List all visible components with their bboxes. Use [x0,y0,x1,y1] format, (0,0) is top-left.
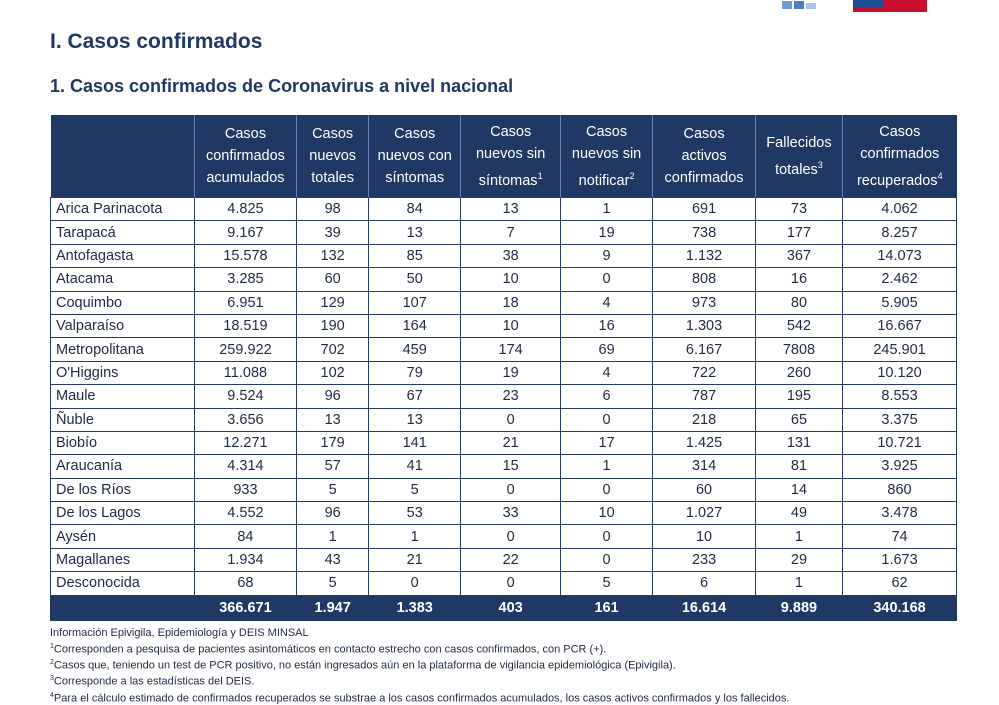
ministry-logo-icon [778,0,820,12]
table-cell: 5 [369,478,461,501]
table-cell: 6 [653,572,756,595]
table-row [51,572,957,595]
footnote [50,692,789,705]
table-cell: 2.462 [843,268,957,291]
column-header-line: Fallecidos [766,134,832,151]
table-cell: 1 [369,525,461,548]
table-cell: 85 [369,244,461,267]
table-cell: 16 [560,314,652,337]
table-cell: 98 [297,198,369,221]
footnote [50,675,254,688]
table-cell: 21 [369,548,461,571]
region-name: Atacama [51,268,195,291]
table-cell: 233 [653,548,756,571]
column-header [461,115,561,198]
table-cell: 81 [755,455,842,478]
table-cell: 787 [653,385,756,408]
table-cell: 14.073 [843,244,957,267]
table-cell: 62 [843,572,957,595]
total-cell: 340.168 [843,595,957,620]
region-name: Maule [51,385,195,408]
table-cell: 10 [461,314,561,337]
table-cell: 702 [297,338,369,361]
table-cell: 0 [560,548,652,571]
table-cell: 4.825 [194,198,297,221]
table-cell: 16.667 [843,314,957,337]
table-cell: 18 [461,291,561,314]
table-cell: 259.922 [194,338,297,361]
table-cell: 74 [843,525,957,548]
table-row [51,525,957,548]
column-header-line: síntomas [385,170,445,186]
table-row [51,431,957,454]
table-cell: 6 [560,385,652,408]
table-cell: 1.303 [653,314,756,337]
table-cell: 132 [297,244,369,267]
table-cell: 218 [653,408,756,431]
column-header [297,115,369,198]
table-cell: 53 [369,502,461,525]
table-cell: 190 [297,314,369,337]
table-cell: 1 [560,455,652,478]
table-cell: 9.167 [194,221,297,244]
table-cell: 73 [755,198,842,221]
subsection-title: 1. Casos confirmados de Coronavirus a nivel nacional [50,76,514,96]
table-cell: 9 [560,244,652,267]
table-cell: 174 [461,338,561,361]
table-cell: 80 [755,291,842,314]
column-header-line: confirmados [205,148,285,164]
column-header-line: totales [775,161,818,178]
table-cell: 23 [461,385,561,408]
column-header [560,115,652,198]
table-cell: 0 [461,478,561,501]
government-logo-icon [853,0,927,12]
region-name: Tarapacá [51,221,195,244]
table-cell: 57 [297,455,369,478]
column-header-line: confirmados [664,170,744,186]
region-name: Metropolitana [51,338,195,361]
table-cell: 10.721 [843,431,957,454]
table-cell: 14 [755,478,842,501]
table-cell: 39 [297,221,369,244]
footnote [50,643,606,656]
column-header [194,115,297,198]
table-cell: 13 [369,221,461,244]
table-cell: 19 [461,361,561,384]
footnote-text: Corresponde a las estadísticas del DEIS. [53,675,255,688]
table-cell: 1.425 [653,431,756,454]
table-cell: 4 [560,291,652,314]
table-cell: 6.951 [194,291,297,314]
table-row [51,361,957,384]
column-header-line: Casos [224,126,266,142]
footnote-text: Corresponden a pesquisa de pacientes asintomáticos en contacto estrecho con casos confirmados, con PCR (+). [53,643,607,656]
table-cell: 5 [560,572,652,595]
table-cell: 8.257 [843,221,957,244]
table-cell: 933 [194,478,297,501]
table-cell: 11.088 [194,361,297,384]
region-name: Coquimbo [51,291,195,314]
footnote-number: 3 [50,675,54,682]
table-cell: 0 [369,572,461,595]
table-cell: 13 [369,408,461,431]
table-cell: 0 [560,268,652,291]
table-cell: 0 [461,408,561,431]
table-cell: 10 [461,268,561,291]
table-cell: 0 [560,525,652,548]
table-cell: 1 [560,198,652,221]
table-cell: 84 [369,198,461,221]
table-cell: 738 [653,221,756,244]
table-cell: 5 [297,572,369,595]
table-cell: 65 [755,408,842,431]
region-name: Valparaíso [51,314,195,337]
footnote-number: 4 [50,692,54,699]
column-header-line: nuevos sin [475,145,546,162]
table-cell: 129 [297,291,369,314]
column-header-line: Casos [490,123,532,140]
table-cell: 542 [755,314,842,337]
table-cell: 60 [297,268,369,291]
section-title: I. Casos confirmados [50,30,263,53]
table-cell: 15 [461,455,561,478]
table-cell: 43 [297,548,369,571]
table-cell: 0 [560,478,652,501]
table-cell: 22 [461,548,561,571]
region-name: De los Ríos [51,478,195,501]
footnote-marker: 3 [817,159,823,170]
table-cell: 179 [297,431,369,454]
table-cell: 3.285 [194,268,297,291]
table-cell: 60 [653,478,756,501]
cases-table [50,115,957,621]
table-cell: 18.519 [194,314,297,337]
table-cell: 0 [461,525,561,548]
table-cell: 3.478 [843,502,957,525]
region-name: O'Higgins [51,361,195,384]
table-cell: 10.120 [843,361,957,384]
table-cell: 4.552 [194,502,297,525]
table-cell: 7 [461,221,561,244]
column-header [843,115,957,198]
footnote-marker: 2 [629,170,635,181]
footnote [50,627,309,639]
table-cell: 5 [297,478,369,501]
footnote-text: Para el cálculo estimado de confirmados recuperados se substrae a los casos confirmados acumulados, los casos activos confirmados y los fallecidos. [53,692,790,705]
table-cell: 41 [369,455,461,478]
total-cell: 366.671 [194,595,297,620]
table-cell: 1 [755,572,842,595]
totals-row [51,595,957,620]
table-cell: 3.925 [843,455,957,478]
table-cell: 195 [755,385,842,408]
table-cell: 96 [297,502,369,525]
footnote-marker: 4 [937,170,943,181]
table-cell: 8.553 [843,385,957,408]
table-row [51,268,957,291]
table-row [51,478,957,501]
table-header-row [51,115,957,198]
table-cell: 49 [755,502,842,525]
table-row [51,408,957,431]
table-cell: 19 [560,221,652,244]
table-cell: 1 [755,525,842,548]
column-header-line: confirmados [860,145,940,162]
table-cell: 4.314 [194,455,297,478]
total-cell: 403 [461,595,561,620]
table-row [51,244,957,267]
table-row [51,338,957,361]
table-cell: 4 [560,361,652,384]
table-cell: 0 [461,572,561,595]
table-cell: 4.062 [843,198,957,221]
region-name: Antofagasta [51,244,195,267]
column-header-line: activos [681,148,727,164]
table-cell: 3.375 [843,408,957,431]
page-header-logos [0,0,999,14]
footnote [50,659,676,672]
table-row [51,314,957,337]
region-name: Magallanes [51,548,195,571]
column-header [755,115,842,198]
table-cell: 808 [653,268,756,291]
table-cell: 107 [369,291,461,314]
table-cell: 79 [369,361,461,384]
table-cell: 1 [297,525,369,548]
column-header-line: recuperados [856,172,938,189]
column-header-line: Casos [683,126,725,142]
column-header [369,115,461,198]
region-name: Desconocida [51,572,195,595]
table-row [51,198,957,221]
column-header-line: Casos [394,126,436,142]
table-cell: 5.905 [843,291,957,314]
table-body [51,198,957,596]
table-cell: 1.934 [194,548,297,571]
totals-label [51,595,195,620]
total-cell: 1.947 [297,595,369,620]
table-cell: 102 [297,361,369,384]
table-cell: 722 [653,361,756,384]
table-cell: 314 [653,455,756,478]
table-cell: 29 [755,548,842,571]
table-cell: 13 [461,198,561,221]
table-cell: 96 [297,385,369,408]
table-row [51,221,957,244]
total-cell: 1.383 [369,595,461,620]
column-header-line: notificar [578,172,630,189]
table-cell: 9.524 [194,385,297,408]
footnote-text: Información Epivigila, Epidemiología y DEIS MINSAL [50,627,309,639]
table-cell: 21 [461,431,561,454]
table-cell: 38 [461,244,561,267]
table-cell: 68 [194,572,297,595]
column-header-line: totales [311,170,354,186]
column-header-line: Casos [879,123,921,140]
table-cell: 131 [755,431,842,454]
region-name: De los Lagos [51,502,195,525]
table-cell: 7808 [755,338,842,361]
header-region [51,115,195,198]
table-row [51,291,957,314]
total-cell: 9.889 [755,595,842,620]
region-name: Aysén [51,525,195,548]
table-cell: 10 [653,525,756,548]
table-cell: 84 [194,525,297,548]
table-cell: 860 [843,478,957,501]
table-cell: 12.271 [194,431,297,454]
table-cell: 10 [560,502,652,525]
table-row [51,548,957,571]
table-cell: 33 [461,502,561,525]
table-cell: 973 [653,291,756,314]
total-cell: 161 [560,595,652,620]
region-name: Araucanía [51,455,195,478]
column-header-line: nuevos con [377,148,452,164]
table-cell: 260 [755,361,842,384]
column-header-line: nuevos sin [571,145,642,162]
column-header-line: acumulados [206,170,285,186]
table-cell: 0 [560,408,652,431]
footnote-number: 2 [50,659,54,666]
table-cell: 1.132 [653,244,756,267]
table-cell: 459 [369,338,461,361]
footnote-number: 1 [50,643,54,650]
column-header-line: Casos [586,123,628,140]
total-cell: 16.614 [653,595,756,620]
table-cell: 69 [560,338,652,361]
table-cell: 691 [653,198,756,221]
column-header-line: síntomas [478,172,538,189]
table-cell: 16 [755,268,842,291]
region-name: Ñuble [51,408,195,431]
table-row [51,502,957,525]
table-cell: 245.901 [843,338,957,361]
table-cell: 67 [369,385,461,408]
table-row [51,455,957,478]
table-row [51,385,957,408]
table-cell: 1.673 [843,548,957,571]
table-cell: 15.578 [194,244,297,267]
table-cell: 1.027 [653,502,756,525]
table-cell: 367 [755,244,842,267]
region-name: Arica Parinacota [51,198,195,221]
column-header-line: nuevos [309,148,357,164]
table-cell: 164 [369,314,461,337]
column-header [653,115,756,198]
table-cell: 50 [369,268,461,291]
column-header-line: Casos [312,126,354,142]
table-cell: 6.167 [653,338,756,361]
region-name: Biobío [51,431,195,454]
table-cell: 177 [755,221,842,244]
footnote-text: Casos que, teniendo un test de PCR positivo, no están ingresados aún en la plataforma de vigilancia epidemiológica (Epivigila). [53,659,676,672]
footnote-marker: 1 [537,170,543,181]
table-cell: 13 [297,408,369,431]
table-cell: 141 [369,431,461,454]
table-cell: 3.656 [194,408,297,431]
table-cell: 17 [560,431,652,454]
